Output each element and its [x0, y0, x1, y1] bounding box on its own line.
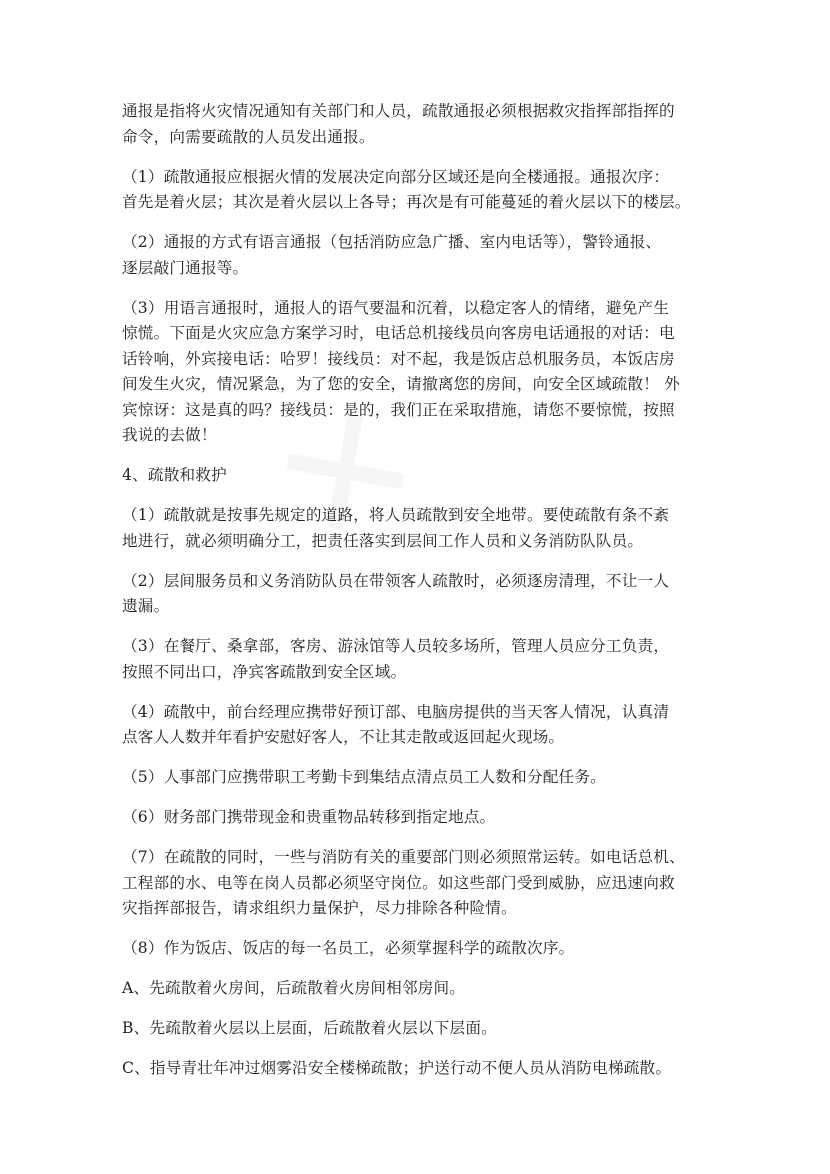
text-line: 点客人人数并年看护安慰好客人，不让其走散或返回起火现场。: [122, 728, 565, 746]
text-line: （2）层间服务员和义务消防队员在带领客人疏散时，必须逐房清理，不让一人: [122, 571, 670, 590]
paragraph: [122, 230, 722, 281]
paragraph: [122, 165, 722, 216]
paragraph: [122, 503, 722, 554]
text-line: 工程部的水、电等在岗人员都必须坚守岗位。如这些部门受到威胁，应迅速向救: [122, 873, 675, 892]
text-line: 逐层敲门通报等。: [122, 258, 249, 277]
paragraph: [122, 976, 722, 1002]
paragraph: [122, 805, 722, 831]
text-line: 间发生火灾，情况紧急，为了您的安全，请撤离您的房间，向安全区域疏散！ 外: [122, 375, 680, 393]
text-line: 惊慌。下面是火灾应急方案学习时，电话总机接线员向客房电话通报的对话：电: [122, 324, 675, 342]
text-line: 遗漏。: [122, 597, 170, 615]
text-line: A、先疏散着火房间，后疏散着火房间相邻房间。: [122, 979, 466, 997]
text-line: 话铃响，外宾接电话：哈罗！接线员：对不起，我是饭店总机服务员，本饭店房: [122, 349, 675, 368]
text-line: 灾指挥部报告，请求组织力量保护，尽力排除各种险情。: [122, 899, 517, 917]
document-page: [122, 99, 722, 1096]
text-line: 地进行，就必须明确分工，把责任落实到层间工作人员和义务消防队队员。: [122, 531, 644, 550]
text-line: C、指导青壮年冲过烟雾沿安全楼梯疏散；护送行动不便人员从消防电梯疏散。: [122, 1059, 672, 1077]
text-line: 宾惊讶：这是真的吗？接线员：是的，我们正在采取措施，请您不要惊慌，按照: [122, 400, 675, 419]
text-line: （4）疏散中，前台经理应携带好预订部、电脑房提供的当天客人情况，认真清: [122, 702, 670, 721]
paragraph: [122, 936, 722, 962]
text-line: （5）人事部门应携带职工考勤卡到集结点清点员工人数和分配任务。: [122, 768, 606, 786]
text-line: （6）财务部门携带现金和贵重物品转移到指定地点。: [122, 808, 496, 826]
text-line: B、先疏散着火层以上层面，后疏散着火层以下层面。: [122, 1019, 497, 1037]
text-line: 通报是指将火灾情况通知有关部门和人员，疏散通报必须根据救灾指挥部指挥的: [122, 102, 675, 120]
text-line: （1）疏散通报应根据火情的发展决定向部分区域还是向全楼通报。通报次序：: [122, 167, 670, 186]
text-line: （8）作为饭店、饭店的每一名员工，必须掌握科学的疏散次序。: [122, 939, 575, 957]
paragraph: [122, 845, 722, 922]
text-line: （3）在餐厅、桑拿部，客房、游泳馆等人员较多场所，管理人员应分工负责，: [122, 637, 670, 655]
paragraph: [122, 765, 722, 791]
text-line: （1）疏散就是按事先规定的道路，将人员疏散到安全地带。要使疏散有条不紊: [122, 506, 670, 524]
text-line: 按照不同出口，净宾客疏散到安全区域。: [122, 662, 407, 681]
text-line: （3）用语言通报时，通报人的语气要温和沉着，以稳定客人的情绪，避免产生: [122, 298, 670, 317]
text-line: 我说的去做！: [122, 426, 217, 444]
text-line: 首先是着火层；其次是着火层以上各导；再次是有可能蔓延的着火层以下的楼层。: [122, 193, 691, 211]
paragraph: [122, 1056, 722, 1082]
paragraph: [122, 99, 722, 150]
paragraph: [122, 463, 722, 489]
paragraph: [122, 634, 722, 685]
text-line: （7）在疏散的同时，一些与消防有关的重要部门则必须照常运转。如电话总机、: [122, 848, 685, 866]
text-line: （2）通报的方式有语言通报（包括消防应急广播、室内电话等），警铃通报、: [122, 233, 662, 251]
paragraph: [122, 1016, 722, 1042]
paragraph: [122, 296, 722, 449]
text-line: 命令，向需要疏散的人员发出通报。: [122, 127, 375, 146]
text-line: 4、疏散和救护: [122, 466, 227, 484]
paragraph: [122, 569, 722, 620]
paragraph: [122, 700, 722, 751]
